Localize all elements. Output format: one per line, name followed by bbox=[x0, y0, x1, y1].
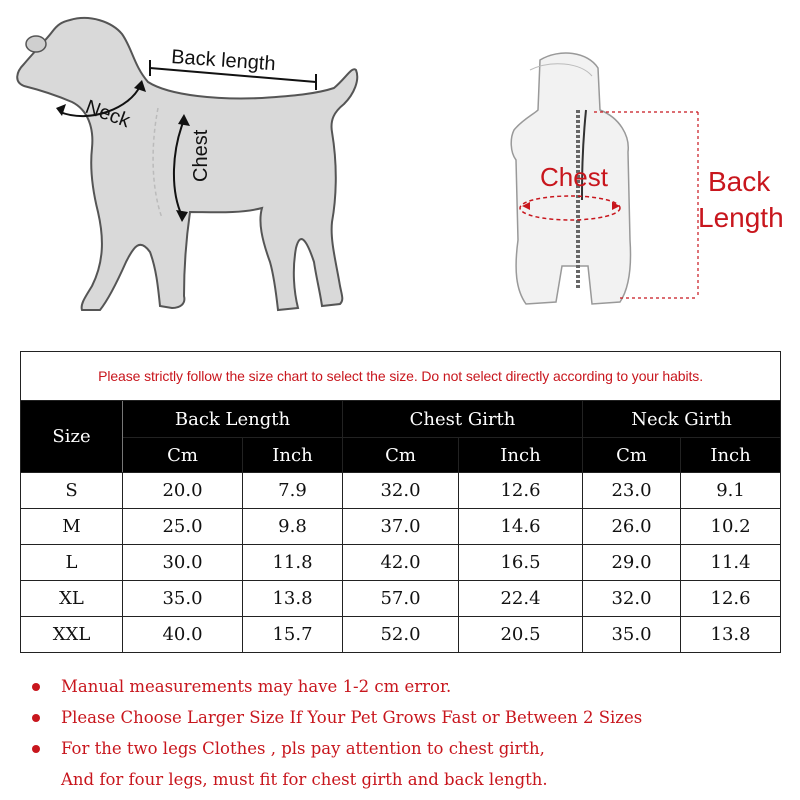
size-warning: Please strictly follow the size chart to select the size. Do not select directly according to your habits. bbox=[21, 352, 781, 401]
size-cell: XXL bbox=[21, 617, 123, 653]
table-cell: 12.6 bbox=[681, 581, 781, 617]
size-cell: M bbox=[21, 509, 123, 545]
coat-back-label: Back bbox=[708, 166, 771, 197]
table-row bbox=[21, 473, 781, 509]
bullet-icon bbox=[32, 683, 40, 691]
neck-girth-header: Neck Girth bbox=[583, 401, 781, 438]
note-item bbox=[32, 736, 772, 767]
unit-header: Inch bbox=[459, 438, 583, 473]
note-text: And for four legs, must fit for chest girth and back length. bbox=[61, 770, 548, 789]
table-cell: 30.0 bbox=[123, 545, 243, 581]
note-text: Please Choose Larger Size If Your Pet Grows Fast or Between 2 Sizes bbox=[61, 708, 643, 727]
table-cell: 11.8 bbox=[243, 545, 343, 581]
unit-header: Cm bbox=[343, 438, 459, 473]
size-cell: XL bbox=[21, 581, 123, 617]
table-cell: 35.0 bbox=[583, 617, 681, 653]
table-cell: 32.0 bbox=[583, 581, 681, 617]
table-cell: 20.5 bbox=[459, 617, 583, 653]
table-row bbox=[21, 509, 781, 545]
table-cell: 20.0 bbox=[123, 473, 243, 509]
back-length-label: Back length bbox=[170, 46, 277, 76]
neck-label: Neck bbox=[82, 96, 133, 133]
table-cell: 13.8 bbox=[243, 581, 343, 617]
unit-header: Inch bbox=[681, 438, 781, 473]
dog-ear bbox=[26, 36, 46, 52]
table-cell: 40.0 bbox=[123, 617, 243, 653]
size-header: Size bbox=[21, 401, 123, 473]
table-cell: 22.4 bbox=[459, 581, 583, 617]
size-cell: L bbox=[21, 545, 123, 581]
coat-length-label: Length bbox=[698, 202, 784, 233]
note-item bbox=[32, 674, 772, 705]
size-chart bbox=[20, 351, 780, 653]
table-cell: 10.2 bbox=[681, 509, 781, 545]
unit-header: Inch bbox=[243, 438, 343, 473]
table-cell: 37.0 bbox=[343, 509, 459, 545]
bullet-icon bbox=[32, 745, 40, 753]
note-text: For the two legs Clothes , pls pay attention to chest girth, bbox=[61, 739, 545, 758]
unit-header: Cm bbox=[123, 438, 243, 473]
note-text: Manual measurements may have 1-2 cm error. bbox=[61, 677, 452, 696]
table-row bbox=[21, 545, 781, 581]
table-cell: 42.0 bbox=[343, 545, 459, 581]
table-cell: 12.6 bbox=[459, 473, 583, 509]
size-table bbox=[20, 351, 781, 653]
bullet-icon bbox=[32, 714, 40, 722]
table-cell: 13.8 bbox=[681, 617, 781, 653]
size-cell: S bbox=[21, 473, 123, 509]
note-item bbox=[32, 705, 772, 736]
table-cell: 9.1 bbox=[681, 473, 781, 509]
coat-chest-label: Chest bbox=[540, 162, 608, 192]
table-cell: 26.0 bbox=[583, 509, 681, 545]
table-cell: 23.0 bbox=[583, 473, 681, 509]
table-row bbox=[21, 617, 781, 653]
chest-girth-header: Chest Girth bbox=[343, 401, 583, 438]
note-item-continued bbox=[32, 767, 772, 798]
table-cell: 35.0 bbox=[123, 581, 243, 617]
table-cell: 57.0 bbox=[343, 581, 459, 617]
table-cell: 32.0 bbox=[343, 473, 459, 509]
table-row bbox=[21, 581, 781, 617]
table-cell: 11.4 bbox=[681, 545, 781, 581]
table-cell: 7.9 bbox=[243, 473, 343, 509]
table-cell: 15.7 bbox=[243, 617, 343, 653]
unit-header: Cm bbox=[583, 438, 681, 473]
chest-label: Chest bbox=[190, 129, 212, 182]
table-cell: 9.8 bbox=[243, 509, 343, 545]
notes-list bbox=[32, 674, 772, 798]
table-cell: 16.5 bbox=[459, 545, 583, 581]
table-cell: 29.0 bbox=[583, 545, 681, 581]
back-length-header: Back Length bbox=[123, 401, 343, 438]
table-cell: 52.0 bbox=[343, 617, 459, 653]
table-cell: 14.6 bbox=[459, 509, 583, 545]
table-cell: 25.0 bbox=[123, 509, 243, 545]
